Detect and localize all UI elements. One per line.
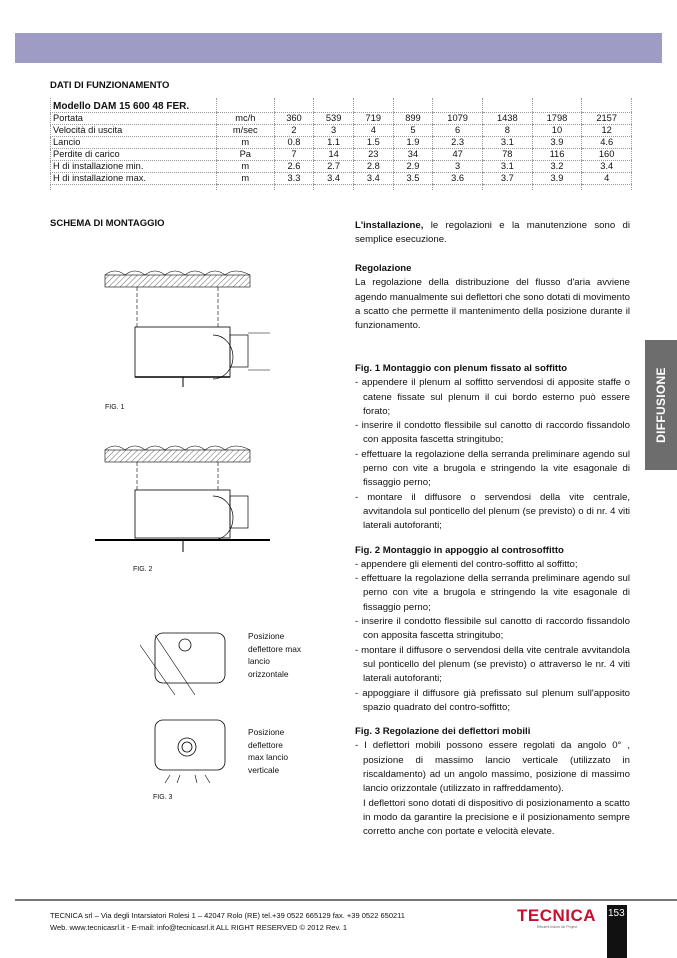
table-cell: 4 (582, 172, 632, 184)
table-row (51, 112, 632, 124)
table-cell: 6 (433, 124, 483, 136)
intro-bold: L'installazione, (355, 220, 424, 231)
table-cell (314, 184, 354, 190)
table-cell: 0.8 (274, 136, 314, 148)
fig3-caption-horizontal: Posizione deflettore max lancio orizzontale (248, 631, 302, 679)
footer-info (50, 910, 405, 934)
instruction-step: - effettuare la regolazione della serranda preliminare agendo sul perno con vite a brugola e stringendo la vite esagonale di fissaggio perno; (355, 573, 630, 613)
table-cell (582, 184, 632, 190)
table-cell: 8 (482, 124, 532, 136)
row-label: Lancio (51, 136, 217, 148)
fig2-steps (355, 558, 630, 715)
row-label: H di installazione min. (51, 160, 217, 172)
table-cell: 3.4 (314, 172, 354, 184)
table-cell: 3.4 (353, 172, 393, 184)
table-cell: 1.9 (393, 136, 433, 148)
table-cell (532, 98, 582, 112)
table-cell: 78 (482, 148, 532, 160)
table-cell (217, 184, 275, 190)
table-cell: 2 (274, 124, 314, 136)
table-cell (314, 98, 354, 112)
table-cell (532, 184, 582, 190)
table-cell (393, 98, 433, 112)
table-row (51, 136, 632, 148)
section-title: DATI DI FUNZIONAMENTO (50, 80, 170, 91)
table-cell: 3.3 (274, 172, 314, 184)
table-cell: 2.7 (314, 160, 354, 172)
fig1-title: Fig. 1 Montaggio con plenum fissato al soffitto (355, 363, 568, 374)
table-cell (274, 184, 314, 190)
table-row (51, 148, 632, 160)
table-cell: 47 (433, 148, 483, 160)
table-cell: 3.6 (433, 172, 483, 184)
row-unit: mc/h (217, 112, 275, 124)
table-cell (433, 98, 483, 112)
table-header-row (51, 98, 632, 112)
page-number: 153 (607, 905, 627, 958)
table-cell: 3.7 (482, 172, 532, 184)
table-cell: 3.5 (393, 172, 433, 184)
header-banner (15, 33, 662, 63)
table-cell: 719 (353, 112, 393, 124)
instruction-step: - inserire il condotto flessibile sul canotto di raccordo fissandolo con apposita fascetta stringitubo; (355, 616, 630, 642)
fig1-steps (355, 376, 630, 533)
instructions (355, 362, 630, 840)
table-cell (353, 184, 393, 190)
table-cell (274, 98, 314, 112)
footer-divider (15, 899, 677, 901)
intro-body: le regolazioni e la manutenzione sono di semplice esecuzione. (355, 220, 630, 246)
footer-contacts: Web. www.tecnicasrl.it - E-mail: info@tecnicasrl.it ALL RIGHT RESERVED © 2012 Rev. 1 (50, 923, 347, 932)
fig3-title: Fig. 3 Regolazione dei deflettori mobili (355, 726, 531, 738)
table-cell (582, 98, 632, 112)
instruction-step: - appendere gli elementi del contro-soffitto al soffitto; (355, 558, 578, 570)
table-cell: 3.4 (582, 160, 632, 172)
table-cell: 2.3 (433, 136, 483, 148)
table-cell (482, 98, 532, 112)
instruction-step: - montare il diffusore o servendosi della vite centrale, avvitandola sul ponticello del plenum (se previsto) o di nr. 4 viti laterali autoforanti; (355, 491, 630, 532)
fig3-caption-vertical: Posizione deflettore max lancio verticale (248, 727, 289, 775)
regolazione-title: Regolazione (355, 263, 412, 274)
table-row (51, 124, 632, 136)
table-cell: 2.9 (393, 160, 433, 172)
table-cell: 1798 (532, 112, 582, 124)
table-cell: 899 (393, 112, 433, 124)
table-cell: 3.2 (532, 160, 582, 172)
fig1-label: FIG. 1 (105, 404, 125, 411)
table-cell (217, 98, 275, 112)
table-cell (482, 184, 532, 190)
table-cell: 23 (353, 148, 393, 160)
table-cell: 5 (393, 124, 433, 136)
table-cell: 2157 (582, 112, 632, 124)
fig3-drawing (135, 625, 235, 785)
table-cell: 12 (582, 124, 632, 136)
table-row (51, 184, 632, 190)
row-unit: m (217, 172, 275, 184)
fig3-label: FIG. 3 (153, 794, 173, 801)
footer-address: TECNICA srl – Via degli Intarsiatori Rolesi 1 – 42047 Rolo (RE) tel.+39 0522 665129 fax. +39 0522 650211 (50, 911, 405, 920)
table-cell: 2.6 (274, 160, 314, 172)
row-unit: Pa (217, 148, 275, 160)
row-label: H di installazione max. (51, 172, 217, 184)
regolazione-text: La regolazione della distribuzione del flusso d'aria avviene agendo manualmente sui deflettori che sono dotati di movimento a scatto che permette il mantenimento della posizione durante il funzionamento. (355, 277, 630, 332)
model-name: Modello DAM 15 600 48 FER. (51, 98, 217, 112)
instruction-step: - I deflettori mobili possono essere regolati da angolo 0° , posizione di massimo lancio verticale (utilizzato in riscaldamento) ad un angolo massimo, posizione di massimo lancio orizzontale (utilizzato in raffreddamento). (355, 740, 630, 795)
table-cell: 14 (314, 148, 354, 160)
table-cell: 3.1 (482, 136, 532, 148)
row-unit: m (217, 160, 275, 172)
fig2-title: Fig. 2 Montaggio in appoggio al controsoffitto (355, 544, 564, 556)
performance-table (50, 98, 632, 190)
table-cell: 4 (353, 124, 393, 136)
table-cell: 539 (314, 112, 354, 124)
instruction-step: - inserire il condotto flessibile sul canotto di raccordo fissandolo con apposita fascetta stringitubo; (355, 420, 630, 446)
table-cell: 3.9 (532, 172, 582, 184)
logo-slogan: Efficient Indoor Air Project (537, 925, 578, 929)
table-cell: 2.8 (353, 160, 393, 172)
row-label: Perdite di carico (51, 148, 217, 160)
table-cell: 4.6 (582, 136, 632, 148)
table-cell: 360 (274, 112, 314, 124)
row-label: Portata (51, 112, 217, 124)
fig2-drawing (95, 430, 270, 560)
table-cell: 34 (393, 148, 433, 160)
table-cell: 1438 (482, 112, 532, 124)
row-label: Velocità di uscita (51, 124, 217, 136)
row-unit: m (217, 136, 275, 148)
section-tab (645, 340, 677, 470)
table-cell (433, 184, 483, 190)
fig2-label: FIG. 2 (133, 566, 153, 573)
table-cell: 1079 (433, 112, 483, 124)
table-row (51, 172, 632, 184)
table-cell: 160 (582, 148, 632, 160)
section-tab-label: DIFFUSIONE (654, 367, 668, 443)
intro-text (355, 219, 630, 248)
table-cell: 116 (532, 148, 582, 160)
table-cell: 3 (314, 124, 354, 136)
instruction-step: - appendere il plenum al soffitto servendosi di apposite staffe o catene fissate sul plenum il cui bordo esterno può essere forato; (355, 377, 630, 417)
table-cell: 1.1 (314, 136, 354, 148)
fig3-extra-text: I deflettori sono dotati di dispositivo di posizionamento a scatto in modo da garantire la precisione e il posizionamento sempre corretto anche con portate e velocità elevate. (363, 797, 630, 838)
tecnica-logo: TECNICA (517, 906, 597, 925)
table-cell: 3.9 (532, 136, 582, 148)
schema-title: SCHEMA DI MONTAGGIO (50, 218, 165, 229)
table-cell: 7 (274, 148, 314, 160)
table-cell (353, 98, 393, 112)
table-row (51, 160, 632, 172)
instruction-step: - montare il diffusore o servendosi della vite centrale avvitandola sul ponticello del plenum (se previsto) o attraverso le nr. 4 viti laterali autoforanti; (355, 644, 630, 685)
regolazione-section (355, 262, 630, 333)
table-cell (51, 184, 217, 190)
row-unit: m/sec (217, 124, 275, 136)
table-cell (393, 184, 433, 190)
instruction-step: - appoggiare il diffusore già prefissato sul plenum sull'apposito spazio quadrato del contro-soffitto; (355, 687, 630, 713)
table-cell: 3.1 (482, 160, 532, 172)
fig3-steps (355, 739, 630, 796)
fig1-drawing (95, 255, 270, 395)
instruction-step: - effettuare la regolazione della serranda preliminare agendo sul perno con vite a brugola e stringendo la vite esagonale di fissaggio perno; (355, 448, 630, 489)
table-cell: 1.5 (353, 136, 393, 148)
table-cell: 10 (532, 124, 582, 136)
table-cell: 3 (433, 160, 483, 172)
